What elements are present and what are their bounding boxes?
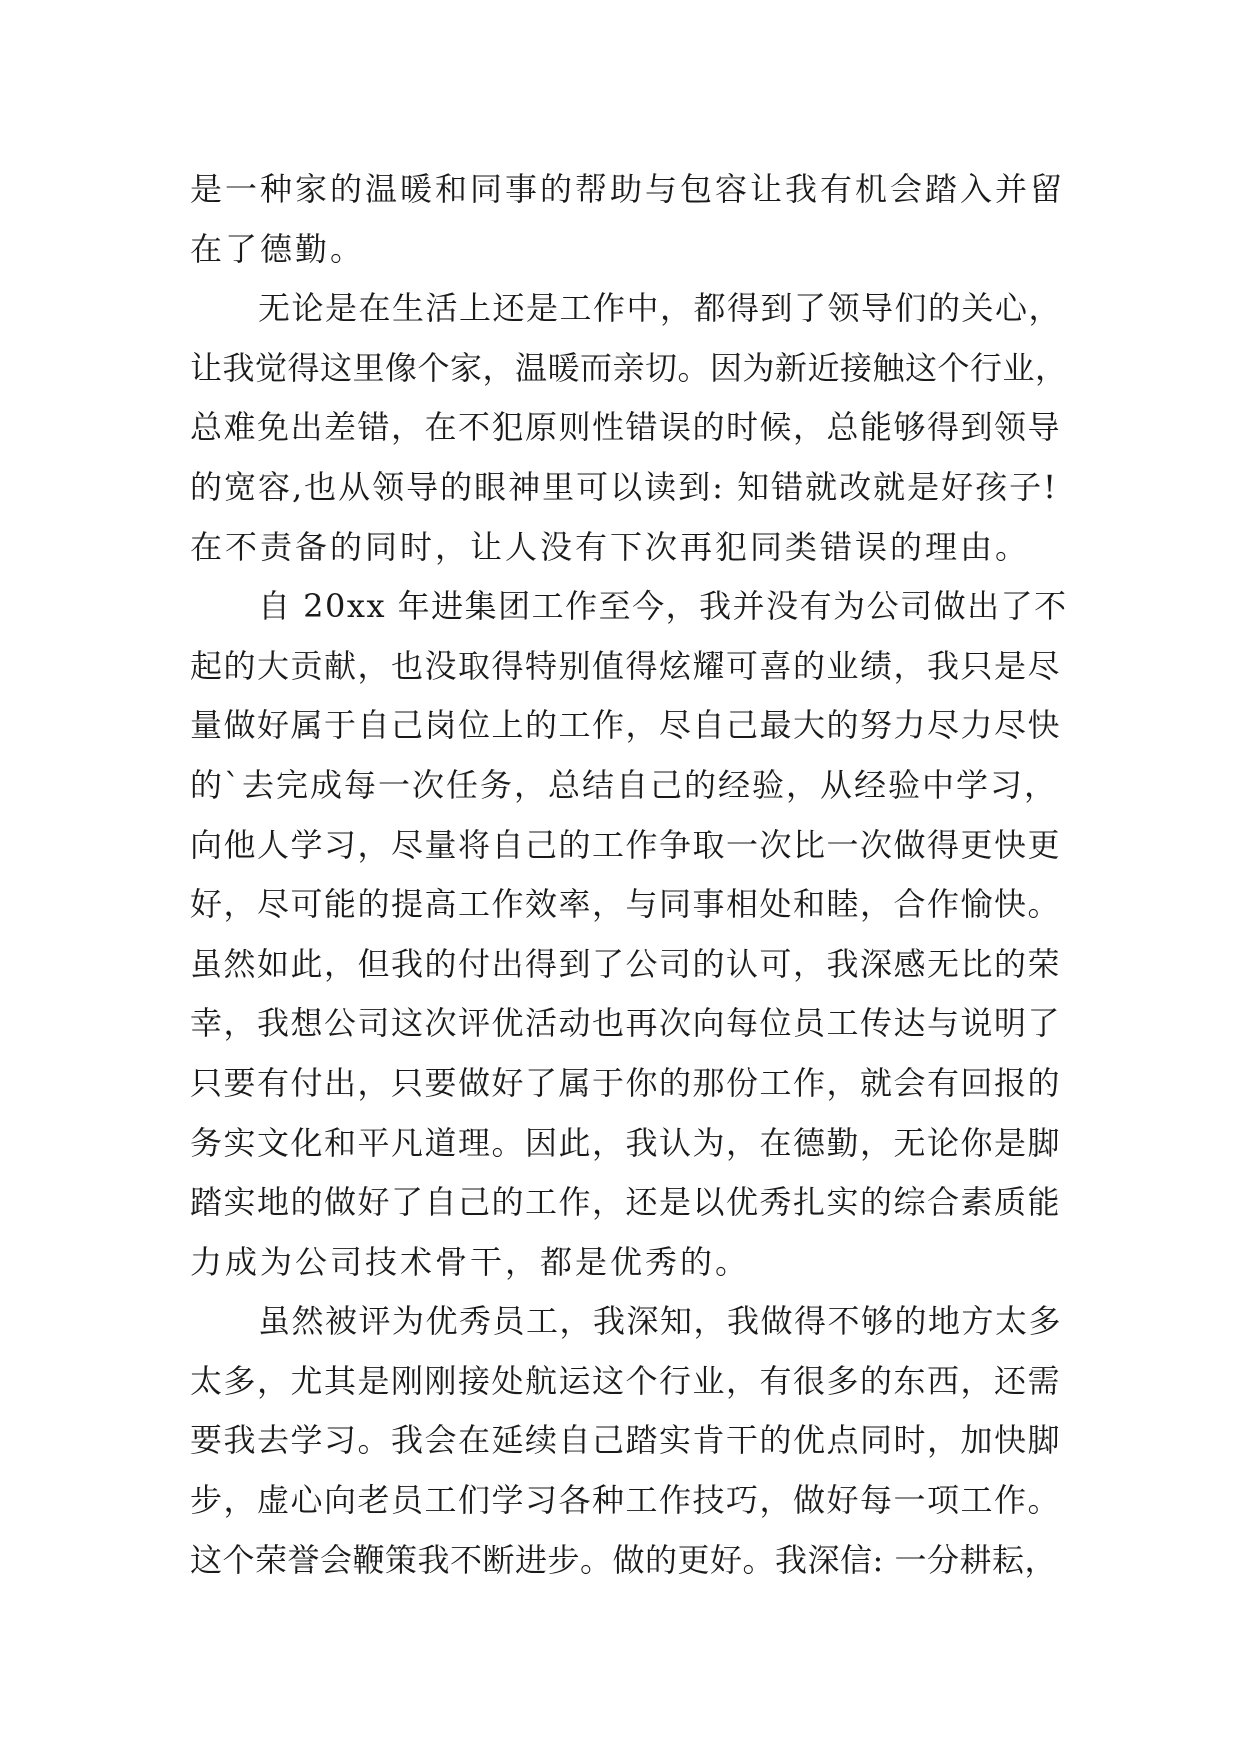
text-line: 自 20xx 年进集团工作至今，我并没有为公司做出了不 bbox=[258, 587, 1068, 626]
text-line: 这个荣誉会鞭策我不断进步。做的更好。我深信: 一分耕耘， bbox=[190, 1540, 1057, 1579]
text-line: 的宽容,也从领导的眼神里可以读到: 知错就改就是好孩子! bbox=[190, 467, 1058, 506]
text-line: 踏实地的做好了自己的工作，还是以优秀扎实的综合素质能 bbox=[190, 1183, 1062, 1222]
text-line: 量做好属于自己岗位上的工作，尽自己最大的努力尽力尽快 bbox=[190, 706, 1062, 745]
text-line: 是一种家的温暖和同事的帮助与包容让我有机会踏入并留 bbox=[190, 170, 1066, 208]
text-line: 让我觉得这里像个家，温暖而亲切。因为新近接触这个行业， bbox=[190, 348, 1068, 387]
text-line: 幸，我想公司这次评优活动也再次向每位员工传达与说明了 bbox=[190, 1004, 1062, 1043]
text-line: 务实文化和平凡道理。因此，我认为，在德勤，无论你是脚 bbox=[190, 1123, 1062, 1162]
text-line: 向他人学习，尽量将自己的工作争取一次比一次做得更快更 bbox=[190, 825, 1062, 864]
text-line: 太多，尤其是刚刚接处航运这个行业，有很多的东西，还需 bbox=[190, 1361, 1062, 1400]
document-body bbox=[190, 160, 1070, 1590]
text-line: 无论是在生活上还是工作中，都得到了领导们的关心， bbox=[258, 289, 1063, 328]
text-line: 在了德勤。 bbox=[190, 229, 366, 268]
text-line: 的`去完成每一次任务，总结自己的经验，从经验中学习， bbox=[190, 765, 1059, 804]
text-line: 要我去学习。我会在延续自己踏实肯干的优点同时，加快脚 bbox=[190, 1421, 1062, 1460]
text-line: 虽然如此，但我的付出得到了公司的认可，我深感无比的荣 bbox=[190, 944, 1062, 983]
text-line: 只要有付出，只要做好了属于你的那份工作，就会有回报的 bbox=[190, 1063, 1062, 1102]
text-line: 虽然被评为优秀员工，我深知，我做得不够的地方太多 bbox=[258, 1302, 1063, 1341]
text-line: 步，虚心向老员工们学习各种工作技巧，做好每一项工作。 bbox=[190, 1481, 1062, 1520]
text-line: 力成为公司技术骨干，都是优秀的。 bbox=[190, 1242, 751, 1281]
text-line: 起的大贡献，也没取得特别值得炫耀可喜的业绩，我只是尽 bbox=[190, 646, 1062, 685]
text-line: 总难免出差错，在不犯原则性错误的时候，总能够得到领导 bbox=[190, 408, 1062, 447]
text-line: 好，尽可能的提高工作效率，与同事相处和睦，合作愉快。 bbox=[190, 885, 1062, 924]
text-line: 在不责备的同时，让人没有下次再犯同类错误的理由。 bbox=[190, 527, 1031, 566]
